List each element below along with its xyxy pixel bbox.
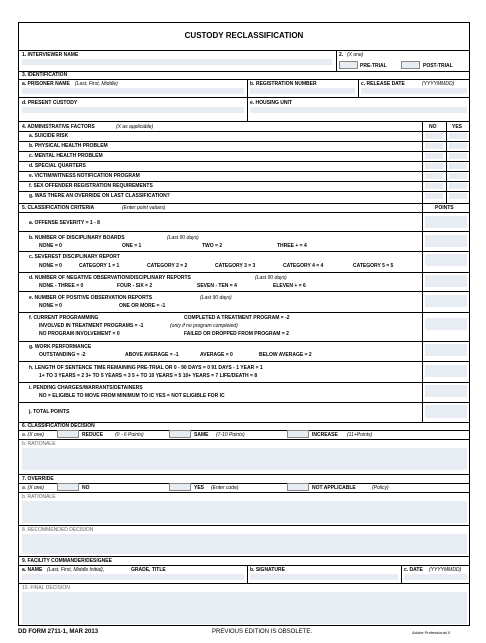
factor-victim-witness: e. VICTIM/WITNESS NOTIFICATION PROGRAM <box>29 173 140 179</box>
current-programming-points[interactable] <box>425 318 467 330</box>
sentence-remaining-points[interactable] <box>425 365 467 377</box>
work-performance-label: g. WORK PERFORMANCE <box>29 344 92 350</box>
date-field[interactable] <box>404 574 467 580</box>
boards-option: ONE = 1 <box>122 243 142 249</box>
present-custody-label: d. PRESENT CUSTODY <box>22 100 78 106</box>
pending-charges-points[interactable] <box>425 385 467 397</box>
release-date-field[interactable] <box>361 88 467 94</box>
positive-reports-label: e. NUMBER OF POSITIVE OBSERVATION REPORTS <box>29 295 153 301</box>
post-trial-label: POST-TRIAL <box>423 63 453 69</box>
override-rationale-label: b. RATIONALE <box>22 494 56 500</box>
offense-severity-label: a. OFFENSE SEVERITY = 1 - 8 <box>29 220 100 226</box>
work-option: BELOW AVERAGE = 2 <box>259 352 312 358</box>
present-custody-field[interactable] <box>22 107 244 113</box>
factor-special-quarters: d. SPECIAL QUARTERS <box>29 163 86 169</box>
no-checkbox-d[interactable] <box>425 163 443 169</box>
work-option: AVERAGE = 0 <box>200 352 233 358</box>
severest-option: NONE = 0 <box>39 263 62 269</box>
section-8-label: 8. RECOMMENDED DECISION <box>22 527 94 533</box>
work-performance-points[interactable] <box>425 344 467 356</box>
increase-label: INCREASE <box>312 432 338 438</box>
section-2-hint: (X one) <box>347 52 364 58</box>
registration-label: b. REGISTRATION NUMBER <box>250 81 317 87</box>
factor-override: g. WAS THERE AN OVERRIDE ON LAST CLASSIFICATION? <box>29 193 170 199</box>
negative-reports-hint: (Last 90 days) <box>255 275 287 281</box>
positive-reports-hint: (Last 90 days) <box>200 295 232 301</box>
housing-unit-field[interactable] <box>250 107 467 113</box>
reduce-label: REDUCE <box>82 432 104 438</box>
offense-severity-points[interactable] <box>425 216 467 228</box>
interviewer-field[interactable] <box>22 59 332 65</box>
not-applicable-label: NOT APPLICABLE <box>312 485 356 491</box>
yes-column-header: YES <box>452 124 463 130</box>
yes-checkbox-a[interactable] <box>449 133 467 139</box>
factor-sex-offender: f. SEX OFFENDER REGISTRATION REQUIREMENTS <box>29 183 153 189</box>
reduce-hint: (0 - 6 Points) <box>115 432 144 438</box>
work-option: OUTSTANDING = -2 <box>39 352 86 358</box>
no-column-header: NO <box>429 124 437 130</box>
sentence-remaining-options: 1+ TO 3 YEARS = 2 3+ TO 5 YEARS = 3 5 + TO 10 YEARS = 5 10+ YEARS = 7 LIFE/DEATH = 8 <box>39 373 258 379</box>
commander-name-label: a. NAME <box>22 567 43 573</box>
commander-grade-title-label: GRADE, TITLE <box>131 567 166 573</box>
override-yes-label: YES <box>194 485 205 491</box>
reduce-checkbox[interactable] <box>57 430 79 438</box>
override-no-checkbox[interactable] <box>57 483 79 491</box>
prisoner-name-label: a. PRISONER NAME <box>22 81 70 87</box>
severest-option: CATEGORY 5 = 5 <box>353 263 394 269</box>
yes-checkbox-f[interactable] <box>449 183 467 189</box>
current-programming-label: f. CURRENT PROGRAMMING <box>29 315 99 321</box>
prisoner-name-hint: (Last, First, Middle) <box>75 81 118 87</box>
points-column-header: POINTS <box>435 205 454 211</box>
no-checkbox-e[interactable] <box>425 173 443 179</box>
decision-rationale-label: b. RATIONALE <box>22 441 56 447</box>
negative-option: ELEVEN + = 6 <box>273 283 306 289</box>
not-applicable-checkbox[interactable] <box>287 483 309 491</box>
factor-suicide-risk: a. SUICIDE RISK <box>29 133 69 139</box>
negative-reports-points[interactable] <box>425 275 467 287</box>
severest-report-label: c. SEVEREST DISCIPLINARY REPORT <box>29 254 120 260</box>
yes-checkbox-g[interactable] <box>449 193 467 199</box>
same-hint: (7-10 Points) <box>216 432 245 438</box>
override-x-one: a. (X one) <box>22 485 44 491</box>
program-failed-option: FAILED OR DROPPED FROM PROGRAM = 2 <box>184 331 289 337</box>
yes-checkbox-d[interactable] <box>449 163 467 169</box>
commander-name-field[interactable] <box>22 574 244 580</box>
disciplinary-boards-points[interactable] <box>425 235 467 247</box>
pre-trial-label: PRE-TRIAL <box>360 63 387 69</box>
boards-option: TWO = 2 <box>202 243 223 249</box>
no-checkbox-g[interactable] <box>425 193 443 199</box>
factor-mental-health: c. MENTAL HEALTH PROBLEM <box>29 153 103 159</box>
prisoner-name-field[interactable] <box>22 88 244 94</box>
post-trial-checkbox[interactable] <box>401 61 420 69</box>
disciplinary-boards-hint: (Last 90 days) <box>167 235 199 241</box>
increase-hint: (11+Points) <box>347 432 373 438</box>
factor-physical-health: b. PHYSICAL HEALTH PROBLEM <box>29 143 108 149</box>
disciplinary-boards-label: b. NUMBER OF DISCIPLINARY BOARDS <box>29 235 125 241</box>
program-involved-option: INVOLVED IN TREATMENT PROGRAMS = -1 <box>39 323 144 329</box>
severest-report-points[interactable] <box>425 254 467 266</box>
no-program-option: NO PROGRAM INVOLVEMENT = 0 <box>39 331 120 337</box>
section-9-label: 9. FACILITY COMMANDER/DESIGNEE <box>22 558 112 564</box>
final-decision-field[interactable] <box>22 592 467 624</box>
adobe-note: Adobe Professional X <box>412 630 451 635</box>
previous-edition-note: PREVIOUS EDITION IS OBSOLETE. <box>212 629 313 635</box>
boards-option: NONE = 0 <box>39 243 62 249</box>
same-label: SAME <box>194 432 209 438</box>
positive-option: NONE = 0 <box>39 303 62 309</box>
severest-option: CATEGORY 1 = 1 <box>79 263 120 269</box>
override-yes-checkbox[interactable] <box>169 483 191 491</box>
pending-charges-options: NO = ELIGIBLE TO MOVE FROM MINIMUM TO IC YES = NOT ELIGIBLE FOR IC <box>39 393 225 399</box>
no-checkbox-b[interactable] <box>425 143 443 149</box>
no-checkbox-a[interactable] <box>425 133 443 139</box>
decision-x-one: a. (X one) <box>22 432 44 438</box>
program-involved-hint: (only if no program completed) <box>170 323 238 329</box>
override-yes-hint: (Enter code) <box>211 485 239 491</box>
section-10-label: 10. FINAL DECISION <box>22 585 70 591</box>
date-label: c. DATE <box>404 567 423 573</box>
pending-charges-label: i. PENDING CHARGES/WARRANTS/DETAINERS <box>29 385 143 391</box>
severest-option: CATEGORY 2 = 2 <box>147 263 188 269</box>
override-no-label: NO <box>82 485 90 491</box>
interviewer-label: 1. INTERVIEWER NAME <box>22 52 79 58</box>
section-2-label: 2. <box>339 52 344 58</box>
recommended-decision-field[interactable] <box>22 534 467 554</box>
positive-reports-points[interactable] <box>425 295 467 307</box>
work-option: ABOVE AVERAGE = -1 <box>125 352 179 358</box>
program-completed-option: COMPLETED A TREATMENT PROGRAM = -2 <box>184 315 290 321</box>
form-title: CUSTODY RECLASSIFICATION <box>184 31 304 40</box>
yes-checkbox-e[interactable] <box>449 173 467 179</box>
negative-reports-label: d. NUMBER OF NEGATIVE OBSERVATION/DISCIPLINARY REPORTS <box>29 275 191 281</box>
date-hint: (YYYYMMDD) <box>429 567 462 573</box>
release-date-hint: (YYYYMMDD) <box>422 81 455 87</box>
section-7-label: 7. OVERRIDE <box>22 476 54 482</box>
total-points-label: j. TOTAL POINTS <box>29 409 70 415</box>
pre-trial-checkbox[interactable] <box>339 61 358 69</box>
housing-unit-label: e. HOUSING UNIT <box>250 100 292 106</box>
not-applicable-hint: (Policy) <box>372 485 389 491</box>
severest-option: CATEGORY 4 = 4 <box>283 263 324 269</box>
registration-field[interactable] <box>250 88 355 94</box>
custody-reclassification-form <box>18 22 470 626</box>
total-points-field[interactable] <box>425 405 467 418</box>
commander-name-hint: (Last, First, Middle Initial), <box>47 567 105 573</box>
form-number: DD FORM 2711-1, MAR 2013 <box>18 629 99 635</box>
boards-option: THREE + = 4 <box>277 243 307 249</box>
yes-checkbox-c[interactable] <box>449 153 467 159</box>
signature-label: b. SIGNATURE <box>250 567 285 573</box>
section-6-label: 6. CLASSIFICATION DECISION <box>22 423 95 429</box>
no-checkbox-f[interactable] <box>425 183 443 189</box>
increase-checkbox[interactable] <box>287 430 309 438</box>
same-checkbox[interactable] <box>169 430 191 438</box>
no-checkbox-c[interactable] <box>425 153 443 159</box>
severest-option: CATEGORY 3 = 3 <box>215 263 256 269</box>
positive-option: ONE OR MORE = -1 <box>119 303 166 309</box>
negative-option: NONE - THREE = 0 <box>39 283 84 289</box>
yes-checkbox-b[interactable] <box>449 143 467 149</box>
section-4-label: 4. ADMINISTRATIVE FACTORS <box>22 124 95 130</box>
override-rationale-field[interactable] <box>22 501 467 523</box>
section-3-label: 3. IDENTIFICATION <box>22 72 68 78</box>
negative-option: FOUR - SIX = 2 <box>117 283 153 289</box>
section-5-label: 5. CLASSIFICATION CRITERIA <box>22 205 95 211</box>
section-4-hint: (X as applicable) <box>116 124 154 130</box>
section-5-hint: (Enter point values) <box>122 205 166 211</box>
sentence-remaining-label: h. LENGTH OF SENTENCE TIME REMAINING PRE-TRIAL OR 0 - 90 DAYS = 0 91 DAYS - 1 YEAR = 1 <box>29 365 263 371</box>
negative-option: SEVEN - TEN = 4 <box>197 283 237 289</box>
release-date-label: c. RELEASE DATE <box>361 81 405 87</box>
signature-field[interactable] <box>250 574 398 580</box>
decision-rationale-field[interactable] <box>22 448 467 470</box>
